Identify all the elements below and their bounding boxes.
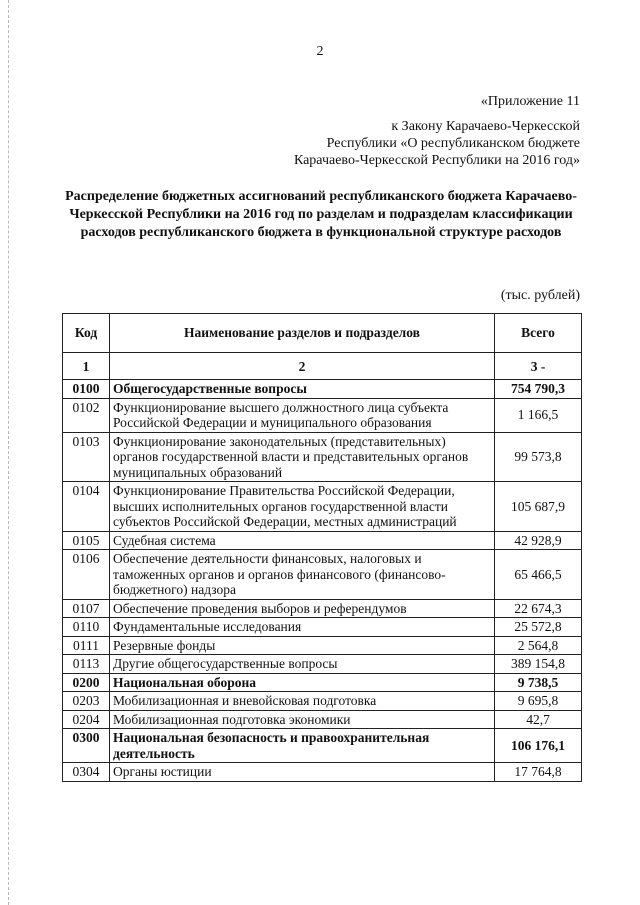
row-total: 1 166,5 (495, 398, 582, 432)
table-row (63, 550, 582, 600)
table-row (63, 710, 582, 729)
row-code: 0107 (63, 599, 110, 618)
row-name: Функционирование высшего должностного лица субъекта Российской Федерации и муниципального образования (110, 398, 495, 432)
row-total: 754 790,3 (495, 380, 582, 399)
table-row (63, 482, 582, 532)
row-code: 0200 (63, 673, 110, 692)
budget-table (62, 313, 582, 782)
table-row (63, 599, 582, 618)
margin-line (8, 0, 9, 905)
row-code: 0102 (63, 398, 110, 432)
row-name: Мобилизационная и вневойсковая подготовка (110, 692, 495, 711)
row-name: Мобилизационная подготовка экономики (110, 710, 495, 729)
row-name: Национальная оборона (110, 673, 495, 692)
row-name: Другие общегосударственные вопросы (110, 655, 495, 674)
colnum-code: 1 (63, 353, 110, 380)
row-name: Обеспечение деятельности финансовых, налоговых и таможенных органов и органов финансового (финансово-бюджетного) надзора (110, 550, 495, 600)
header-total: Всего (495, 314, 582, 353)
table-row (63, 673, 582, 692)
unit-label: (тыс. рублей) (500, 288, 580, 303)
row-total: 42,7 (495, 710, 582, 729)
row-code: 0103 (63, 432, 110, 482)
row-name: Функционирование законодательных (представительных) органов государственной власти и представительных органов муниципальных образований (110, 432, 495, 482)
appendix-block (294, 93, 580, 169)
colnum-total: 3 - (495, 353, 582, 380)
row-total: 105 687,9 (495, 482, 582, 532)
row-total: 22 674,3 (495, 599, 582, 618)
column-number-row (63, 353, 582, 380)
row-total: 17 764,8 (495, 763, 582, 782)
appendix-line: Карачаево-Черкесской Республики на 2016 год» (293, 153, 580, 168)
row-code: 0304 (63, 763, 110, 782)
row-code: 0106 (63, 550, 110, 600)
table-row (63, 655, 582, 674)
row-name: Функционирование Правительства Российской Федерации, высших исполнительных органов государственной власти субъектов Российской Федерации, местных администраций (110, 482, 495, 532)
row-total: 9 738,5 (495, 673, 582, 692)
row-total: 99 573,8 (495, 432, 582, 482)
row-code: 0204 (63, 710, 110, 729)
page-number: 2 (316, 44, 324, 59)
row-name: Обеспечение проведения выборов и референдумов (110, 599, 495, 618)
row-total: 106 176,1 (495, 729, 582, 763)
row-name: Органы юстиции (110, 763, 495, 782)
table-body (63, 380, 582, 782)
row-name: Фундаментальные исследования (110, 618, 495, 637)
table-row (63, 398, 582, 432)
header-code: Код (63, 314, 110, 353)
table-row (63, 618, 582, 637)
row-name: Национальная безопасность и правоохранительная деятельность (110, 729, 495, 763)
row-name: Общегосударственные вопросы (110, 380, 495, 399)
row-code: 0100 (63, 380, 110, 399)
table-row (63, 636, 582, 655)
row-code: 0110 (63, 618, 110, 637)
table-row (63, 729, 582, 763)
row-name: Резервные фонды (110, 636, 495, 655)
row-code: 0105 (63, 531, 110, 550)
table-row (63, 380, 582, 399)
table-row (63, 531, 582, 550)
row-name: Судебная система (110, 531, 495, 550)
row-code: 0104 (63, 482, 110, 532)
row-code: 0300 (63, 729, 110, 763)
table-row (63, 432, 582, 482)
row-total: 9 695,8 (495, 692, 582, 711)
row-code: 0203 (63, 692, 110, 711)
appendix-line: к Закону Карачаево-Черкесской (391, 119, 580, 134)
row-code: 0111 (63, 636, 110, 655)
row-total: 389 154,8 (495, 655, 582, 674)
table-row (63, 763, 582, 782)
row-total: 2 564,8 (495, 636, 582, 655)
row-total: 42 928,9 (495, 531, 582, 550)
table-header-row (63, 314, 582, 353)
row-total: 65 466,5 (495, 550, 582, 600)
row-total: 25 572,8 (495, 618, 582, 637)
document-title: Распределение бюджетных ассигнований республиканского бюджета Карачаево-Черкесской Республики на 2016 год по разделам и подразделам классификации расходов республиканского бюджета в функциональной структуре расходов (65, 189, 577, 240)
table-row (63, 692, 582, 711)
row-code: 0113 (63, 655, 110, 674)
appendix-line: Республики «О республиканском бюджете (326, 136, 580, 151)
appendix-title: «Приложение 11 (480, 94, 580, 109)
colnum-name: 2 (110, 353, 495, 380)
header-name: Наименование разделов и подразделов (110, 314, 495, 353)
